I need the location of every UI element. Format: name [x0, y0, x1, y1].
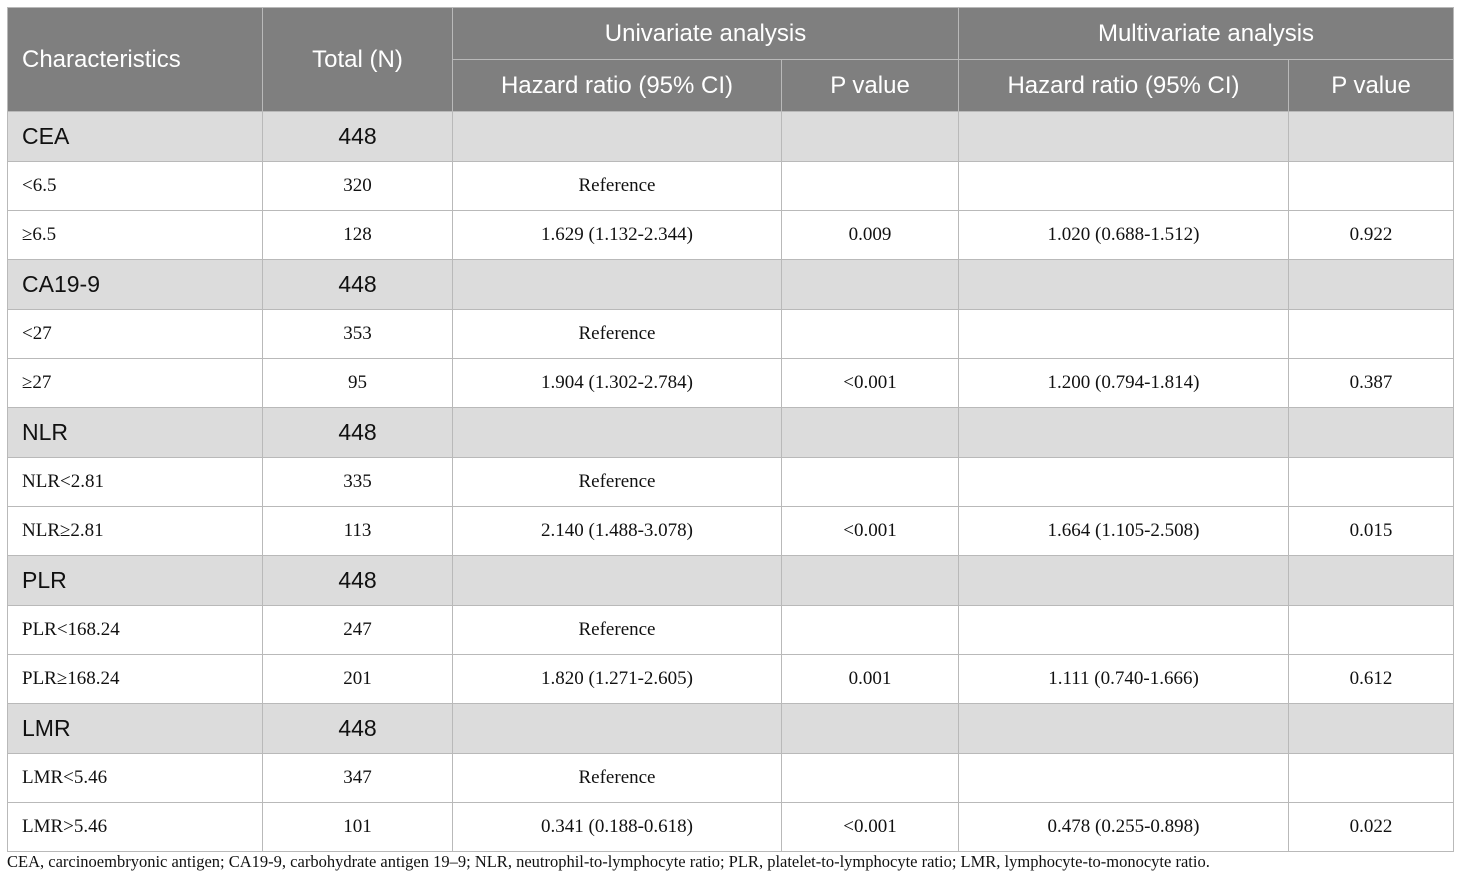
- row-label: <6.5: [8, 162, 263, 211]
- group-row-ca19-9: [8, 260, 1454, 310]
- empty-cell: [782, 408, 959, 458]
- group-name: LMR: [8, 704, 263, 754]
- empty-cell: [1289, 260, 1454, 310]
- uni-hazard-ratio: Reference: [453, 162, 782, 211]
- row-total: 113: [263, 507, 453, 556]
- multi-hazard-ratio: 1.664 (1.105-2.508): [959, 507, 1289, 556]
- uni-p-value: 0.009: [782, 211, 959, 260]
- row-total: 247: [263, 606, 453, 655]
- table-row: [8, 211, 1454, 260]
- table-row: [8, 162, 1454, 211]
- multi-hazard-ratio: 1.200 (0.794-1.814): [959, 359, 1289, 408]
- multi-hazard-ratio: [959, 162, 1289, 211]
- group-row-nlr: [8, 408, 1454, 458]
- row-total: 95: [263, 359, 453, 408]
- group-total: 448: [263, 704, 453, 754]
- empty-cell: [782, 112, 959, 162]
- multi-p-value: [1289, 606, 1454, 655]
- group-name: CA19-9: [8, 260, 263, 310]
- row-total: 101: [263, 803, 453, 852]
- multi-p-value: [1289, 458, 1454, 507]
- row-total: 201: [263, 655, 453, 704]
- row-label: PLR≥168.24: [8, 655, 263, 704]
- multi-hazard-ratio: [959, 310, 1289, 359]
- group-row-cea: [8, 112, 1454, 162]
- empty-cell: [959, 556, 1289, 606]
- uni-p-value: <0.001: [782, 507, 959, 556]
- row-total: 347: [263, 754, 453, 803]
- empty-cell: [1289, 408, 1454, 458]
- empty-cell: [782, 260, 959, 310]
- table-row: [8, 310, 1454, 359]
- row-label: NLR≥2.81: [8, 507, 263, 556]
- empty-cell: [453, 112, 782, 162]
- empty-cell: [453, 408, 782, 458]
- uni-hazard-ratio: Reference: [453, 310, 782, 359]
- header-multi-hazard-ratio: Hazard ratio (95% CI): [959, 60, 1289, 112]
- empty-cell: [959, 260, 1289, 310]
- uni-p-value: [782, 754, 959, 803]
- multi-p-value: 0.015: [1289, 507, 1454, 556]
- empty-cell: [453, 704, 782, 754]
- row-total: 353: [263, 310, 453, 359]
- group-name: NLR: [8, 408, 263, 458]
- table-body: [8, 112, 1454, 852]
- group-total: 448: [263, 260, 453, 310]
- header-univariate: Univariate analysis: [453, 8, 959, 60]
- row-label: ≥6.5: [8, 211, 263, 260]
- multi-hazard-ratio: 0.478 (0.255-0.898): [959, 803, 1289, 852]
- multi-hazard-ratio: [959, 606, 1289, 655]
- row-total: 128: [263, 211, 453, 260]
- group-row-lmr: [8, 704, 1454, 754]
- header-multi-p-value: P value: [1289, 60, 1454, 112]
- uni-hazard-ratio: Reference: [453, 606, 782, 655]
- uni-p-value: 0.001: [782, 655, 959, 704]
- multi-hazard-ratio: 1.111 (0.740-1.666): [959, 655, 1289, 704]
- table-row: [8, 606, 1454, 655]
- row-total: 335: [263, 458, 453, 507]
- group-row-plr: [8, 556, 1454, 606]
- row-label: ≥27: [8, 359, 263, 408]
- empty-cell: [1289, 556, 1454, 606]
- empty-cell: [453, 260, 782, 310]
- empty-cell: [782, 704, 959, 754]
- group-total: 448: [263, 408, 453, 458]
- multi-p-value: 0.612: [1289, 655, 1454, 704]
- header-row-1: [8, 8, 1454, 60]
- uni-p-value: [782, 606, 959, 655]
- uni-hazard-ratio: 1.820 (1.271-2.605): [453, 655, 782, 704]
- multi-hazard-ratio: [959, 458, 1289, 507]
- uni-hazard-ratio: 0.341 (0.188-0.618): [453, 803, 782, 852]
- header-multivariate: Multivariate analysis: [959, 8, 1454, 60]
- multi-p-value: [1289, 310, 1454, 359]
- multi-p-value: 0.022: [1289, 803, 1454, 852]
- multi-hazard-ratio: [959, 754, 1289, 803]
- uni-hazard-ratio: 1.904 (1.302-2.784): [453, 359, 782, 408]
- uni-p-value: [782, 310, 959, 359]
- table-row: [8, 359, 1454, 408]
- multi-p-value: [1289, 754, 1454, 803]
- hazard-ratio-table: [7, 7, 1454, 852]
- multi-p-value: 0.922: [1289, 211, 1454, 260]
- group-name: CEA: [8, 112, 263, 162]
- header-characteristics: Characteristics: [8, 8, 263, 112]
- uni-p-value: [782, 458, 959, 507]
- table-header: [8, 8, 1454, 112]
- multi-p-value: 0.387: [1289, 359, 1454, 408]
- empty-cell: [782, 556, 959, 606]
- row-label: <27: [8, 310, 263, 359]
- group-total: 448: [263, 112, 453, 162]
- header-uni-p-value: P value: [782, 60, 959, 112]
- uni-p-value: <0.001: [782, 359, 959, 408]
- header-total: Total (N): [263, 8, 453, 112]
- uni-hazard-ratio: 2.140 (1.488-3.078): [453, 507, 782, 556]
- table-row: [8, 458, 1454, 507]
- empty-cell: [1289, 704, 1454, 754]
- uni-p-value: [782, 162, 959, 211]
- group-name: PLR: [8, 556, 263, 606]
- table-row: [8, 507, 1454, 556]
- empty-cell: [1289, 112, 1454, 162]
- multi-p-value: [1289, 162, 1454, 211]
- table-row: [8, 754, 1454, 803]
- uni-hazard-ratio: Reference: [453, 754, 782, 803]
- row-label: LMR<5.46: [8, 754, 263, 803]
- table-row: [8, 803, 1454, 852]
- empty-cell: [959, 112, 1289, 162]
- group-total: 448: [263, 556, 453, 606]
- empty-cell: [453, 556, 782, 606]
- multi-hazard-ratio: 1.020 (0.688-1.512): [959, 211, 1289, 260]
- header-uni-hazard-ratio: Hazard ratio (95% CI): [453, 60, 782, 112]
- uni-hazard-ratio: Reference: [453, 458, 782, 507]
- table-container: [7, 7, 1453, 852]
- table-row: [8, 655, 1454, 704]
- empty-cell: [959, 704, 1289, 754]
- row-label: LMR>5.46: [8, 803, 263, 852]
- row-label: NLR<2.81: [8, 458, 263, 507]
- table-footnote: CEA, carcinoembryonic antigen; CA19-9, carbohydrate antigen 19–9; NLR, neutrophil-to-lymphocyte ratio; PLR, platelet-to-lymphocyte ratio; LMR, lymphocyte-to-monocyte ratio.: [7, 852, 1210, 871]
- uni-p-value: <0.001: [782, 803, 959, 852]
- empty-cell: [959, 408, 1289, 458]
- row-total: 320: [263, 162, 453, 211]
- uni-hazard-ratio: 1.629 (1.132-2.344): [453, 211, 782, 260]
- row-label: PLR<168.24: [8, 606, 263, 655]
